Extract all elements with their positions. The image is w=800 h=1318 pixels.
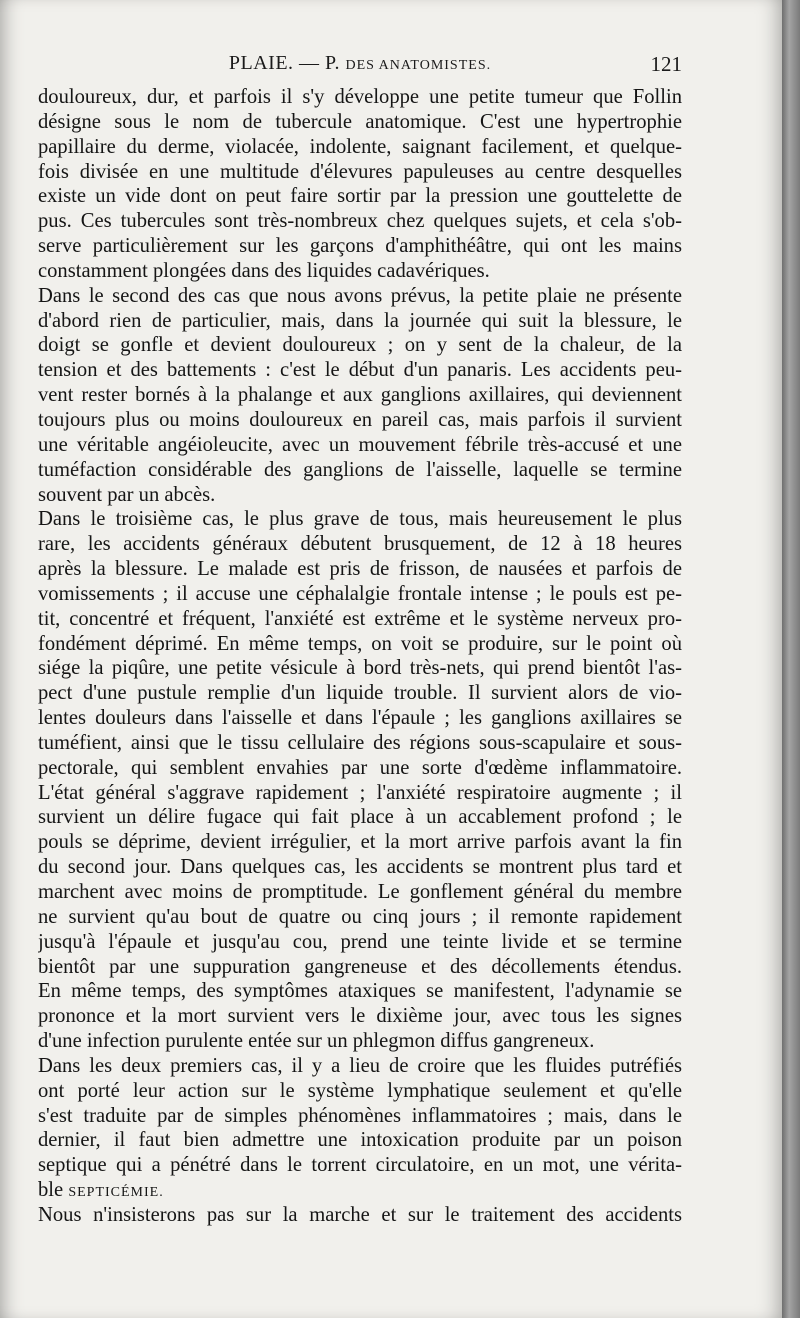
text-line-content: Dans les deux premiers cas, il y a lieu de croire que les fluides putréfiés (38, 1054, 682, 1077)
text-line-content: d'une infection purulente entée sur un phlegmon diffus gangreneux. (38, 1030, 595, 1053)
text-line-content: survient un délire fugace qui fait place à un accablement profond ; le (38, 806, 682, 829)
text-line (38, 507, 682, 532)
text-line-content: vent rester bornés à la phalange et aux ganglions axillaires, qui deviennent (38, 384, 682, 407)
text-line (38, 656, 682, 681)
text-line (38, 333, 682, 358)
text-line-content: d'abord rien de particulier, mais, dans la journée qui suit la blessure, le (38, 309, 682, 332)
text-line (38, 483, 682, 508)
text-line-content: serve particulièrement sur les garçons d'amphithéâtre, qui ont les mains (38, 235, 682, 258)
text-line-content: constamment plongées dans des liquides cadavériques. (38, 259, 490, 282)
text-line (38, 930, 682, 955)
page-number: 121 (650, 52, 682, 76)
text-line (38, 1153, 682, 1178)
text-line-content: tuméfaction considérable des ganglions de l'aisselle, laquelle se termine (38, 458, 682, 481)
text-line-content: jusqu'à l'épaule et jusqu'au cou, prend une teinte livide et se termine (38, 930, 682, 953)
text-line (38, 955, 682, 980)
text-line (38, 284, 682, 309)
text-line (38, 855, 682, 880)
text-line (38, 582, 682, 607)
text-line-content: Dans le second des cas que nous avons prévus, la petite plaie ne présente (38, 284, 682, 307)
text-line-content: ont porté leur action sur le système lymphatique seulement et qu'elle (38, 1079, 682, 1102)
text-line (38, 706, 682, 731)
text-line (38, 1054, 682, 1079)
text-line (38, 209, 682, 234)
text-line (38, 110, 682, 135)
text-line-content: L'état général s'aggrave rapidement ; l'anxiété respiratoire augmente ; il (38, 781, 682, 804)
text-line (38, 557, 682, 582)
text-line-content: rare, les accidents généraux débutent brusquement, de 12 à 18 heures (38, 533, 682, 556)
text-line (38, 358, 682, 383)
text-line-content: fois divisée en une multitude d'élevures papuleuses au centre desquelles (38, 160, 682, 183)
running-title-smallcaps: DES ANATOMISTES. (345, 58, 492, 73)
text-line-content: siége la piqûre, une petite vésicule à bord très-nets, qui prend bientôt l'as- (38, 657, 682, 680)
text-line-content: existe un vide dont on peut faire sortir par la pression une gouttelette de (38, 185, 682, 208)
running-title (38, 52, 682, 75)
text-line (38, 1178, 682, 1203)
text-line-content: tit, concentré et fréquent, l'anxiété est extrême et le système nerveux pro- (38, 607, 682, 630)
text-line-content: ble (38, 1179, 64, 1202)
text-line-content: papillaire du derme, violacée, indolente, saignant facilement, et quelque- (38, 135, 682, 158)
text-line (38, 979, 682, 1004)
text-line-content: ne survient qu'au bout de quatre ou cinq jours ; il remonte rapidement (38, 905, 682, 928)
text-line-content: pect d'une pustule remplie d'un liquide trouble. Il survient alors de vio- (38, 682, 682, 705)
text-line (38, 234, 682, 259)
text-line (38, 1079, 682, 1104)
text-line-content: doigt se gonfle et devient douloureux ; on y sent de la chaleur, de la (38, 334, 682, 357)
text-line (38, 259, 682, 284)
text-line-content: toujours plus ou moins douloureux en pareil cas, mais parfois il survient (38, 408, 682, 431)
text-line-content: pectorale, qui semblent envahies par une sorte d'œdème inflammatoire. (38, 756, 682, 779)
text-line (38, 1104, 682, 1129)
text-line-content: pus. Ces tubercules sont très-nombreux chez quelques sujets, et cela s'ob- (38, 210, 682, 233)
text-line (38, 880, 682, 905)
text-line-content: après la blessure. Le malade est pris de frisson, de nausées et parfois de (38, 558, 682, 581)
text-line-content: fondément déprimé. En même temps, on voit se produire, sur le point où (38, 632, 682, 655)
text-line-content: Dans le troisième cas, le plus grave de tous, mais heureusement le plus (38, 508, 682, 531)
text-line (38, 160, 682, 185)
text-line-content: souvent par un abcès. (38, 483, 216, 506)
text-line-content: pouls se déprime, devient irrégulier, et la mort arrive parfois avant la fin (38, 831, 682, 854)
text-line (38, 905, 682, 930)
text-line-content: En même temps, des symptômes ataxiques se manifestent, l'adynamie se (38, 980, 682, 1003)
text-line-content: septique qui a pénétré dans le torrent circulatoire, en un mot, une vérita- (38, 1154, 682, 1177)
text-line (38, 135, 682, 160)
text-line (38, 681, 682, 706)
text-line (38, 85, 682, 110)
running-header (38, 52, 682, 80)
text-line-content: bientôt par une suppuration gangreneuse et des décollements étendus. (38, 955, 682, 978)
text-line-content: s'est traduite par de simples phénomènes inflammatoires ; mais, dans le (38, 1104, 682, 1127)
text-line (38, 830, 682, 855)
text-line (38, 458, 682, 483)
text-line-content: lentes douleurs dans l'aisselle et dans l'épaule ; les ganglions axillaires se (38, 707, 682, 730)
text-line (38, 1203, 682, 1228)
text-line-content: Nous n'insisterons pas sur la marche et sur le traitement des accidents (38, 1203, 682, 1226)
page-edge-shadow (782, 0, 800, 1318)
text-line (38, 1029, 682, 1054)
text-line-content: désigne sous le nom de tubercule anatomique. C'est une hypertrophie (38, 110, 682, 133)
text-line (38, 309, 682, 334)
text-line (38, 756, 682, 781)
text-line (38, 532, 682, 557)
text-line (38, 731, 682, 756)
text-line-content: tuméfient, ainsi que le tissu cellulaire des régions sous-scapulaire et sous- (38, 731, 682, 754)
text-line-content: une véritable angéioleucite, avec un mouvement fébrile très-accusé et une (38, 433, 682, 456)
text-line (38, 781, 682, 806)
smallcaps-term: SEPTICÉMIE. (68, 1185, 164, 1201)
text-line-content: marchent avec moins de promptitude. Le gonflement général du membre (38, 881, 682, 903)
text-line-content: douloureux, dur, et parfois il s'y développe une petite tumeur que Follin (38, 86, 682, 108)
text-line-content: tension et des battements : c'est le début d'un panaris. Les accidents peu- (38, 359, 682, 382)
text-line-content: du second jour. Dans quelques cas, les accidents se montrent plus tard et (38, 856, 682, 879)
text-line (38, 632, 682, 657)
text-line (38, 383, 682, 408)
text-line-content: prononce et la mort survient vers le dixième jour, avec tous les signes (38, 1005, 682, 1028)
text-line (38, 1128, 682, 1153)
text-line (38, 805, 682, 830)
text-line (38, 184, 682, 209)
text-line (38, 1004, 682, 1029)
text-line-content: dernier, il faut bien admettre une intoxication produite par un poison (38, 1129, 682, 1152)
text-line-content: vomissements ; il accuse une céphalalgie frontale intense ; le pouls est pe- (38, 582, 682, 605)
text-line (38, 607, 682, 632)
text-line (38, 408, 682, 433)
running-title-main: PLAIE. — P. (228, 52, 340, 74)
text-line (38, 433, 682, 458)
body-text (38, 85, 682, 1228)
